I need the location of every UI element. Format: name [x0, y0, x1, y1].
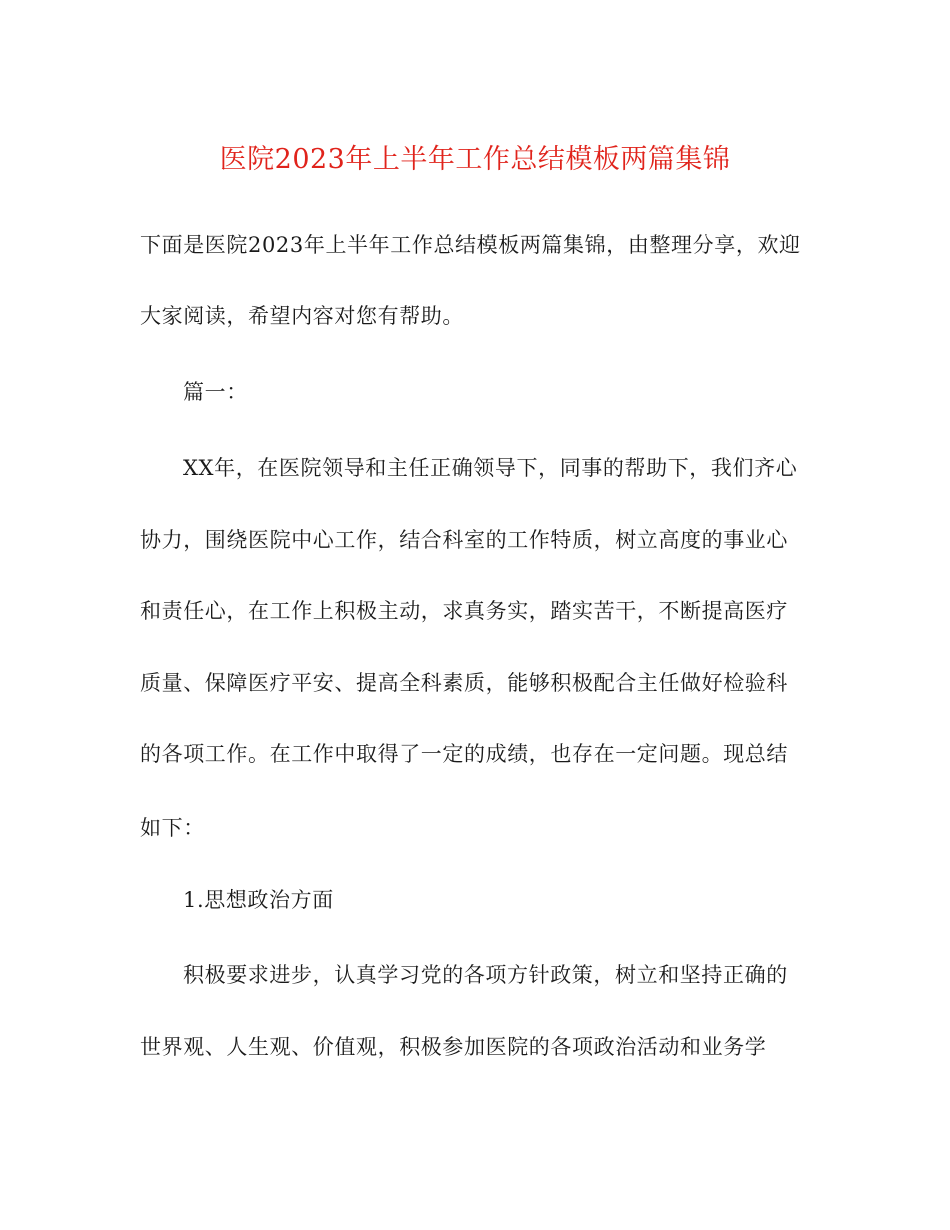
intro-line-2: 大家阅读，希望内容对您有帮助。 — [140, 304, 464, 328]
subheading-ideology: 1.思想政治方面 — [183, 888, 334, 912]
paragraph-line-5: 的各项工作。在工作中取得了一定的成绩，也存在一定问题。现总结 — [140, 742, 788, 766]
paragraph2-line-2: 世界观、人生观、价值观，积极参加医院的各项政治活动和业务学 — [140, 1035, 767, 1059]
section-heading-part-one: 篇一： — [183, 380, 248, 404]
paragraph-line-1: XX年，在医院领导和主任正确领导下，同事的帮助下，我们齐心 — [183, 456, 798, 480]
paragraph-line-4: 质量、保障医疗平安、提高全科素质，能够积极配合主任做好检验科 — [140, 671, 788, 695]
paragraph2-line-1: 积极要求进步，认真学习党的各项方针政策，树立和坚持正确的 — [183, 963, 788, 987]
paragraph-line-3: 和责任心，在工作上积极主动，求真务实，踏实苦干，不断提高医疗 — [140, 599, 788, 623]
document-title: 医院2023年上半年工作总结模板两篇集锦 — [219, 144, 731, 175]
paragraph-line-6: 如下： — [140, 816, 205, 840]
intro-line-1: 下面是医院2023年上半年工作总结模板两篇集锦，由整理分享，欢迎 — [140, 233, 801, 257]
paragraph-line-2: 协力，围绕医院中心工作，结合科室的工作特质，树立高度的事业心 — [140, 528, 788, 552]
